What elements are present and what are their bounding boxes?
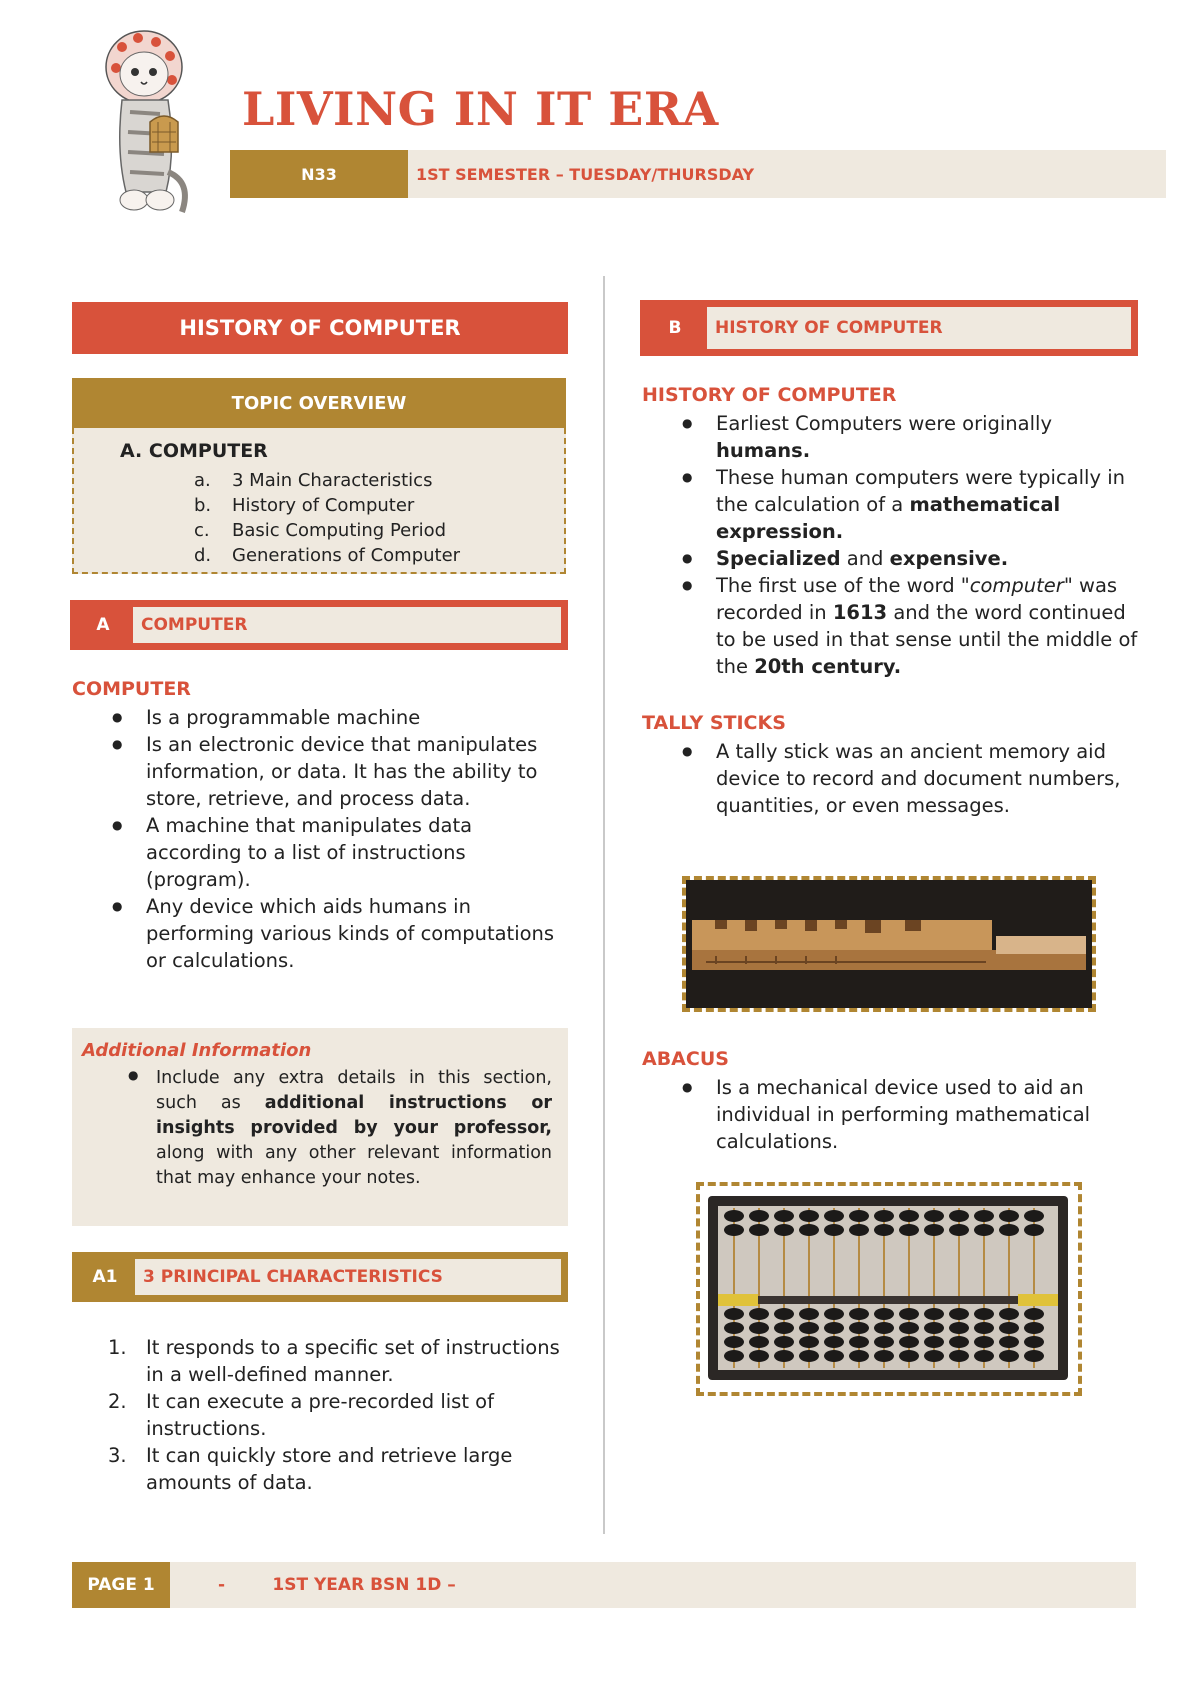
page-number-badge: PAGE 1 bbox=[72, 1562, 170, 1608]
abacus-photo bbox=[696, 1182, 1082, 1396]
list-item: ● Any device which aids humans in performing various kinds of computations or calculations. bbox=[72, 893, 570, 974]
section-label: HISTORY OF COMPUTER bbox=[707, 307, 1131, 349]
topic-item: a. 3 Main Characteristics bbox=[194, 470, 433, 491]
topic-item: d. Generations of Computer bbox=[194, 545, 461, 566]
computer-heading: COMPUTER bbox=[72, 678, 191, 700]
list-item: ● A tally stick was an ancient memory aid device to record and document numbers, quantities, or even messages. bbox=[642, 738, 1140, 819]
list-item: ● Is an electronic device that manipulates information, or data. It has the ability to store, retrieve, and process data. bbox=[72, 731, 570, 812]
section-tag: B bbox=[643, 303, 707, 353]
tally-stick-photo bbox=[682, 876, 1096, 1012]
tally-heading: TALLY STICKS bbox=[642, 712, 786, 734]
section-a1-header bbox=[72, 1252, 568, 1302]
topic-list bbox=[194, 468, 460, 568]
list-item: 3. It can quickly store and retrieve large amounts of data. bbox=[108, 1444, 513, 1494]
section-a-header bbox=[70, 600, 568, 650]
list-item: ● Is a mechanical device used to aid an individual in performing mathematical calculations. bbox=[642, 1074, 1140, 1155]
section-tag: A1 bbox=[75, 1255, 135, 1299]
history-bullets bbox=[642, 410, 1140, 680]
list-item: 2. It can execute a pre-recorded list of instructions. bbox=[108, 1390, 494, 1440]
tally-bullets bbox=[642, 738, 1140, 819]
footer-class-label: - 1ST YEAR BSN 1D – bbox=[218, 1575, 456, 1595]
topic-main-item: A. COMPUTER bbox=[120, 440, 268, 462]
list-item: 1. It responds to a specific set of instructions in a well-defined manner. bbox=[108, 1336, 560, 1386]
cat-mascot-illustration bbox=[86, 22, 206, 234]
tally-stick-icon bbox=[686, 880, 1092, 1008]
course-code-badge: N33 bbox=[230, 150, 408, 198]
characteristics-list bbox=[72, 1334, 582, 1496]
bullet-icon: ● bbox=[128, 1068, 139, 1082]
list-item: ● These human computers were typically in the calculation of a mathematical expression. bbox=[642, 464, 1140, 545]
topic-overview-body bbox=[72, 428, 566, 574]
section-b-header bbox=[640, 300, 1138, 356]
history-banner: HISTORY OF COMPUTER bbox=[72, 302, 568, 354]
list-item: ● Is a programmable machine bbox=[72, 704, 570, 731]
list-item: ● Specialized and expensive. bbox=[642, 545, 1140, 572]
history-heading: HISTORY OF COMPUTER bbox=[642, 384, 897, 406]
additional-info-box bbox=[72, 1028, 568, 1226]
abacus-heading: ABACUS bbox=[642, 1048, 729, 1070]
additional-info-text: Include any extra details in this section, such as additional instructions or insights provided by your professor, along with any other relevant information that may enhance your notes. bbox=[156, 1068, 552, 1188]
topic-item: c. Basic Computing Period bbox=[194, 520, 447, 541]
document-title: LIVING IN IT ERA bbox=[242, 82, 719, 136]
semester-label: 1ST SEMESTER – TUESDAY/THURSDAY bbox=[416, 164, 755, 184]
section-label: COMPUTER bbox=[133, 607, 561, 643]
section-tag: A bbox=[73, 603, 133, 647]
topic-item: b. History of Computer bbox=[194, 495, 415, 516]
abacus-bullets bbox=[642, 1074, 1140, 1155]
section-label: 3 PRINCIPAL CHARACTERISTICS bbox=[135, 1259, 561, 1295]
list-item: ● Earliest Computers were originally humans. bbox=[642, 410, 1140, 464]
abacus-icon bbox=[700, 1186, 1078, 1392]
list-item: ● The first use of the word "computer" was recorded in 1613 and the word continued to be used in that sense until the middle of the 20th century. bbox=[642, 572, 1140, 680]
topic-overview-box bbox=[72, 378, 566, 576]
topic-overview-heading: TOPIC OVERVIEW bbox=[72, 378, 566, 428]
list-item: ● A machine that manipulates data according to a list of instructions (program). bbox=[72, 812, 570, 893]
column-divider bbox=[603, 276, 605, 1534]
computer-bullets bbox=[72, 704, 570, 974]
additional-info-title: Additional Information bbox=[82, 1040, 312, 1061]
